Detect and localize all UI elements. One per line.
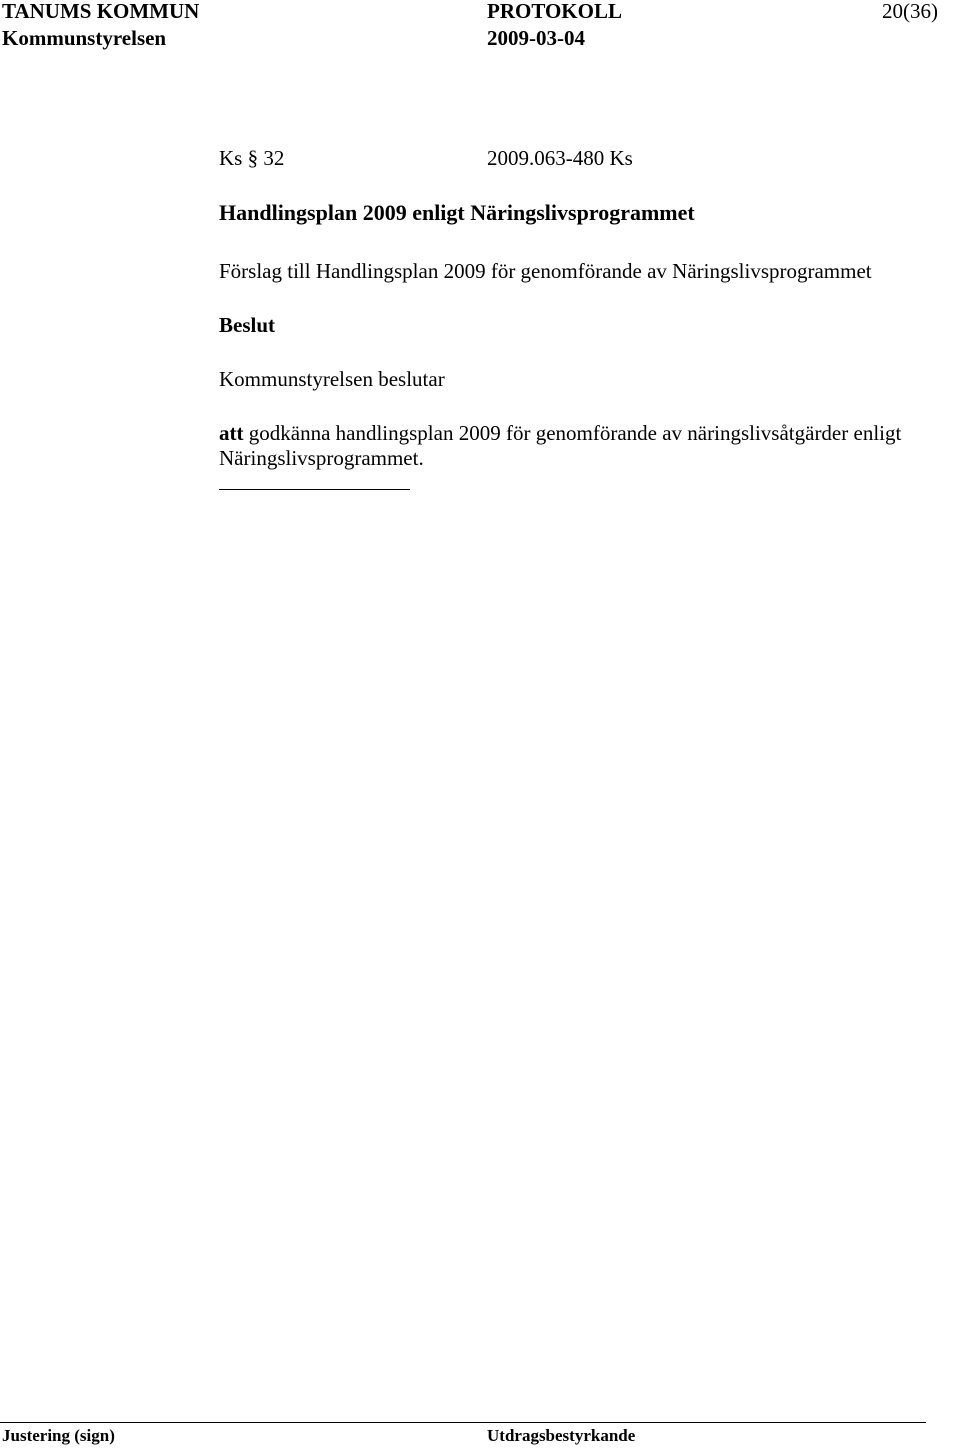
proposal-text: Förslag till Handlingsplan 2009 för genomförande av Näringslivsprogrammet xyxy=(219,259,872,283)
paragraph-number: Ks § 32 xyxy=(219,146,285,170)
case-number: 2009.063-480 Ks xyxy=(487,146,633,170)
item-title: Handlingsplan 2009 enligt Näringslivsprogrammet xyxy=(219,200,695,225)
decision-line-2: Näringslivsprogrammet. xyxy=(219,446,424,470)
decision-text: godkänna handlingsplan 2009 för genomförande av näringslivsåtgärder enligt xyxy=(248,421,902,445)
footer-rule xyxy=(0,1422,926,1423)
extract-certification-label: Utdragsbestyrkande xyxy=(487,1426,636,1445)
board-name: Kommunstyrelsen xyxy=(2,26,167,50)
document-type: PROTOKOLL xyxy=(487,0,622,23)
signature-label: Justering (sign) xyxy=(2,1426,115,1445)
meeting-date: 2009-03-04 xyxy=(487,26,585,50)
municipality-name: TANUMS KOMMUN xyxy=(2,0,200,23)
section-divider xyxy=(219,489,410,490)
decision-intro: Kommunstyrelsen beslutar xyxy=(219,367,445,391)
att-keyword: att xyxy=(219,421,244,445)
decision-line-1 xyxy=(219,420,901,446)
decision-heading: Beslut xyxy=(219,313,276,337)
page-number: 20(36) xyxy=(882,0,938,23)
